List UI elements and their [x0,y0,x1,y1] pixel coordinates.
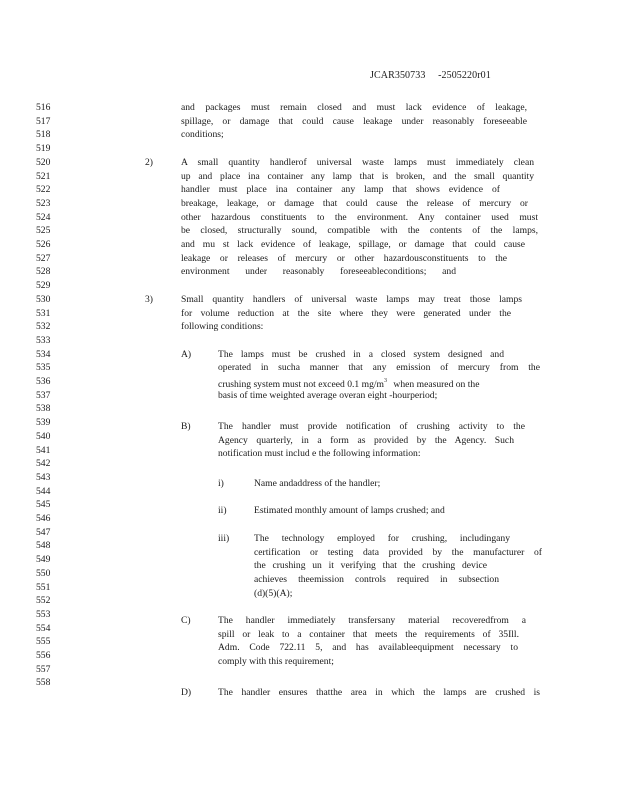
line-number: 527 [36,252,51,264]
line-number: 521 [36,170,51,182]
text-line: breakage, leakage, or damage that could cause the release of mercury or [181,197,528,209]
line-number: 538 [36,403,51,415]
text-line: operated in sucha manner that any emission of mercury from the [218,362,540,374]
line-number: 524 [36,211,51,223]
line-number: 551 [36,581,51,593]
item-label: B) [181,421,191,432]
item-label: i) [218,478,224,489]
item-label: 3) [145,293,153,305]
line-number: 532 [36,321,51,333]
text-line: Estimated monthly amount of lamps crushed; and [254,505,445,517]
text-line: environment under reasonably foreseeableconditions; and [181,266,456,278]
line-number: 517 [36,115,51,127]
line-number: 530 [36,293,51,305]
item-label: A) [181,348,192,360]
line-number: 557 [36,663,51,675]
line-number: 534 [36,348,51,360]
text-line: Agency quarterly, in a form as provided by the Agency. Such [218,434,514,446]
line-number: 552 [36,595,51,607]
text-line: basis of time weighted average overan eight -hourperiod; [218,389,438,401]
line-number: 546 [36,513,51,524]
text-line: conditions; [181,129,224,141]
line-number: 526 [36,239,51,250]
line-number: 548 [36,540,51,552]
line-number: 539 [36,417,51,429]
superscript: 3 [384,378,388,384]
text-line: handler must place ina container any lamp that shows evidence of [181,184,500,196]
line-number: 545 [36,499,51,511]
text-line: leakage or releases of mercury or other hazardousconstituents to the [181,252,507,264]
text-line: Adm. Code 722.11 5, and has availableequipment necessary to [218,642,518,654]
text-line: up and place ina container any lamp that is broken, and the small quantity [181,170,534,182]
text-line: The lamps must be crushed in a closed system designed and [218,348,504,360]
text-line: and mu st lack evidence of leakage, spillage, or damage that could cause [181,239,525,250]
line-number: 541 [36,444,51,456]
line-number: 516 [36,102,51,113]
line-number: 554 [36,622,51,634]
text-line: other hazardous constituents to the environment. Any container used must [181,211,538,223]
text-segment: when measured on the [393,379,480,390]
line-number: 543 [36,471,51,483]
text-line: The handler ensures thatthe area in which the lamps are crushed is [218,686,540,698]
text-line: for volume reduction at the site where they were generated under the [181,307,511,319]
line-number: 525 [36,225,51,237]
line-number: 544 [36,485,51,497]
text-line: following conditions: [181,321,264,333]
line-number: 529 [36,280,51,292]
item-label: iii) [218,532,230,544]
line-number: 518 [36,129,51,141]
text-line: certification or testing data provided by the manufacturer of [254,546,542,558]
item-label: ii) [218,505,227,517]
line-number: 531 [36,307,51,319]
item-label: 2) [145,156,153,168]
line-number: 547 [36,526,51,538]
line-number: 535 [36,362,51,374]
line-number: 542 [36,458,51,470]
item-label: C) [181,615,191,626]
item-label: D) [181,686,192,698]
text-line: spillage, or damage that could cause leakage under reasonably foreseeable [181,115,527,127]
line-number: 519 [36,143,51,155]
text-line: The handler must provide notification of crushing activity to the [218,421,525,432]
line-number: 540 [36,430,51,442]
line-number: 549 [36,554,51,566]
text-segment: crushing system must not exceed 0.1 mg/m [218,379,385,390]
line-number: 520 [36,156,51,168]
text-line: spill or leak to a container that meets the requirements of 35Ill. [218,628,519,640]
line-number: 556 [36,650,51,661]
text-line: the crushing un it verifying that the crushing device [254,560,487,572]
text-line: be closed, structurally sound, compatible with the contents of the lamps, [181,225,538,237]
text-line: The handler immediately transfersany material recoveredfrom a [218,615,526,626]
line-number: 533 [36,334,51,346]
line-number: 523 [36,197,51,209]
text-line: comply with this requirement; [218,656,334,668]
line-number: 553 [36,608,51,620]
line-number: 537 [36,389,51,401]
line-number: 522 [36,184,51,196]
text-line: notification must includ e the following information: [218,448,421,460]
line-number: 558 [36,677,51,689]
document-revision: -2505220r01 [438,70,491,81]
text-line: achieves theemission controls required in subsection [254,573,499,585]
text-line: Small quantity handlers of universal waste lamps may treat those lamps [181,293,522,305]
line-number: 536 [36,376,51,387]
text-line: Name andaddress of the handler; [254,478,381,489]
document-header [370,70,501,81]
text-line: and packages must remain closed and must lack evidence of leakage, [181,102,527,113]
line-number: 550 [36,567,51,579]
line-number: 528 [36,266,51,278]
document-id: JCAR350733 [370,70,426,81]
text-line: (d)(5)(A); [254,587,293,599]
text-line: The technology employed for crushing, includingany [254,532,510,544]
text-line: A small quantity handlerof universal waste lamps must immediately clean [181,156,534,168]
line-number: 555 [36,636,51,648]
